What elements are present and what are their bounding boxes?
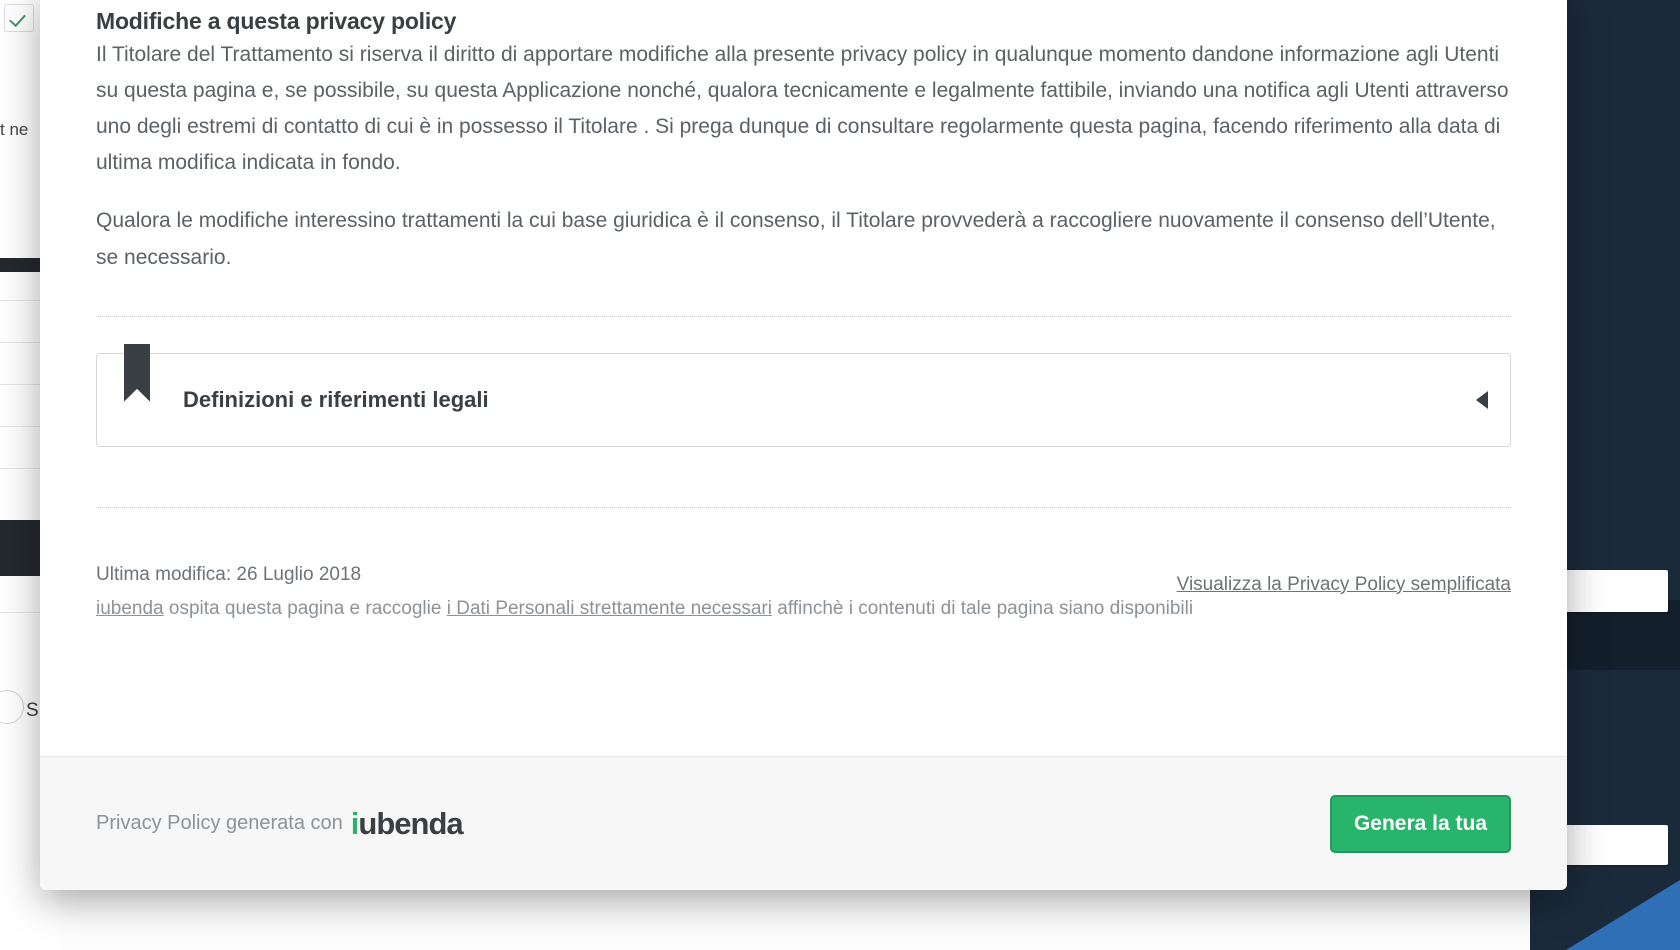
simplified-policy-link[interactable]: Visualizza la Privacy Policy semplificata <box>1176 573 1511 595</box>
background-status-letter: S <box>26 700 39 721</box>
policy-paragraph-2: Qualora le modifiche interessino trattamenti la cui base giuridica è il consenso, il Titolare provvederà a raccogliere nuovamente il consenso dell’Utente, se necessario. <box>96 209 1496 269</box>
modal-body <box>40 0 1567 757</box>
page-title: Modifiche a questa privacy policy <box>96 8 457 34</box>
arrow-left-icon[interactable] <box>1476 391 1488 409</box>
background-avatar-circle <box>0 690 24 724</box>
background-text-snippet: t ne <box>0 120 29 139</box>
policy-paragraph-1: Il Titolare del Trattamento si riserva il diritto di apportare modifiche alla presente privacy policy in qualunque momento dandone informazione agli Utenti su questa pagina e, se possibile, su questa Applicazione nonché, qualora tecnicamente e legalmente fattibile, inviando una notifica agli Utenti attraverso uno degli estremi di contatto di cui è in possesso il Titolare . Si prega dunque di consultare regolarmente questa pagina, facendo riferimento alla data di ultima modifica indicata in fondo. <box>96 43 1509 175</box>
privacy-policy-modal <box>40 0 1567 890</box>
last-modified-text: Ultima modifica: 26 Luglio 2018 <box>96 563 362 585</box>
generated-with-label: Privacy Policy generata con <box>96 812 343 834</box>
modal-footer <box>40 756 1567 890</box>
divider <box>96 316 1511 317</box>
iubenda-logo <box>351 806 463 842</box>
iubenda-logo-i: i <box>350 805 359 841</box>
hosting-notice-middle: ospita questa pagina e raccoglie <box>163 597 447 619</box>
necessary-data-link[interactable]: i Dati Personali strettamente necessari <box>446 597 772 619</box>
generate-your-own-button[interactable]: Genera la tua <box>1330 795 1511 853</box>
bookmark-icon <box>124 344 150 402</box>
footnote <box>96 564 1511 644</box>
divider <box>96 507 1511 508</box>
checkbox-checked-icon <box>4 4 34 32</box>
generated-with-block <box>96 806 463 842</box>
hosting-notice-suffix: affinchè i contenuti di tale pagina siano disponibili <box>771 597 1194 619</box>
iubenda-logo-rest: ubenda <box>358 805 463 841</box>
iubenda-link[interactable]: iubenda <box>96 597 164 619</box>
accordion-label: Definizioni e riferimenti legali <box>183 386 489 412</box>
accordion-definizioni-riferimenti-legali[interactable] <box>96 353 1511 447</box>
hosting-notice <box>96 598 1193 620</box>
